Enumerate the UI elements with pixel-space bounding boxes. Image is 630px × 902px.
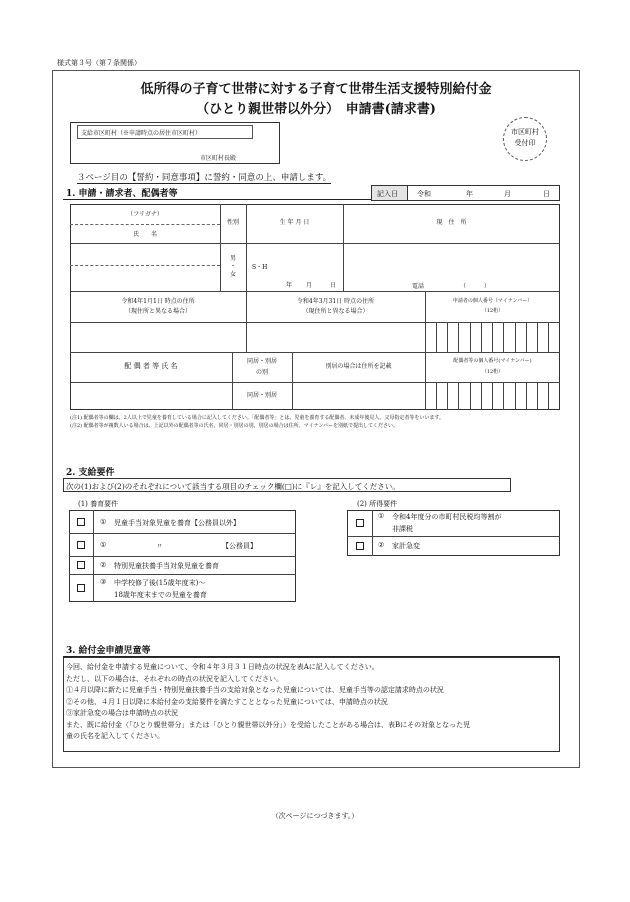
req1-num-4: ③ [100, 578, 107, 586]
req1-text-2: 【公務員】 [222, 542, 257, 550]
entry-date-year: 年 [466, 190, 473, 198]
spouse-address-input[interactable] [294, 384, 423, 408]
mynumber-line2: （12桁） [481, 308, 504, 314]
req2-check-2[interactable] [347, 536, 372, 556]
req1-check-1[interactable] [69, 510, 93, 533]
pledge-text: ３ページ目の【誓約・同意事項】に誓約・同意の上、申請します。 [77, 173, 332, 183]
req1-num-2: ① [100, 541, 107, 549]
dob-header: 生 年 月 日 [279, 219, 310, 227]
spouse-mynumber-line1: 配偶者等の個人番号(マイナンバー) [453, 358, 532, 364]
dob-year: 年 [286, 282, 293, 289]
req1-text-3: 特別児童扶養手当対象児童を養育 [114, 562, 219, 570]
phone-parens[interactable]: （ ） [460, 283, 491, 290]
req1-num-3: ② [100, 561, 107, 569]
mynumber-line1: 申請者の個人番号（マイナンバー） [452, 298, 533, 304]
req1-text-4b: 18歳年度末までの児童を養育 [114, 591, 207, 599]
dob-era[interactable]: S・H [252, 264, 268, 271]
form-title-line2: （ひとり親世帯以外分） 申請書(請求書) [196, 102, 436, 117]
req2-title: (2) 所得要件 [357, 500, 398, 508]
sex-header: 性別 [226, 219, 239, 227]
address-header: 現 住 所 [436, 219, 467, 227]
dob-month: 月 [306, 282, 313, 289]
form-number: 様式第３号（第７条関係） [57, 59, 141, 67]
req2-check-1[interactable] [347, 510, 372, 536]
furigana-label: （フリガナ） [127, 211, 163, 218]
req2-text-1: 令和4年度分の市町村民税均等割が [392, 513, 502, 521]
addr-mar31-line2: （現住所と異なる場合） [302, 308, 369, 315]
req2-num-1: ① [378, 512, 385, 520]
cohab-value[interactable]: 同居・別居 [246, 391, 277, 399]
section1-heading: 1. 申請・請求者、配偶者等 [63, 186, 371, 200]
note-1: (注1) 配偶者等の欄は、2人以上で児童を養育している場合に記入してください。「配偶者等」とは、児童を養育する配偶者、未成年後見人、父母指定者等をいいます。 [70, 415, 444, 421]
cohab-line2: の別 [255, 369, 268, 376]
entry-date-day: 日 [543, 190, 550, 198]
addr-jan1-line1: 令和4年1月1日 時点の住所 [121, 298, 195, 305]
req1-check-4[interactable] [69, 574, 93, 602]
req1-text-1: 児童手当対象児童を養育【公務員以外】 [114, 519, 240, 527]
req1-ditto-2: 〃 [156, 542, 163, 550]
spouse-mynumber-line2: （12桁） [481, 369, 504, 375]
note-2: (注2) 配偶者等が複数人いる場合は、上記以外の配偶者等の氏名、同居・別居の別、別居の場合は住所、マイナンバーを別紙で提出してください。 [70, 423, 398, 429]
addr-jan1-line2: （現住所と異なる場合） [124, 308, 191, 315]
section3-line-2: ただし、以下の場合は、それぞれの時点の状況を記入してください。 [66, 674, 283, 683]
stamp-line2: 受付印 [514, 139, 536, 147]
section3-line-6: また、既に給付金（「ひとり親世帯分」または「ひとり親世帯以外分」）を受給したことがある場合は、表Bにその対象となった児 [66, 720, 471, 729]
municipality-input[interactable] [77, 141, 275, 151]
req2-text-2: 家計急変 [392, 542, 420, 550]
req1-check-2[interactable] [69, 533, 93, 556]
applicant-furigana-input[interactable] [72, 245, 218, 263]
name-label: 氏 名 [132, 231, 157, 238]
mayor-label: 市区町村長殿 [200, 155, 237, 162]
section3-text [66, 662, 470, 743]
separate-note: 別居の場合は住所を記載 [325, 362, 392, 370]
continued-note: （次ページにつづきます。） [271, 812, 359, 820]
req1-num-1: ① [100, 518, 107, 526]
spouse-mynumber-digits[interactable] [425, 382, 560, 410]
section3-line-1: 今回、給付金を申請する児童について、令和４年３月３１日時点の状況を表Aに記入してください。 [66, 663, 379, 671]
entry-date-era: 令和 [417, 190, 431, 198]
entry-date-label: 記入日 [377, 190, 398, 198]
req2-num-2: ② [378, 541, 385, 549]
spouse-name-header: 配 偶 者 等 氏 名 [124, 362, 178, 371]
section3-line-3: ①４月以降に新たに児童手当・特別児童扶養手当の支給対象となった児童については、児童手当等の認定請求時点の状況 [66, 686, 444, 694]
municipality-label: 支給市区町村（※申請時点の居住市区町村） [81, 130, 202, 137]
req2-text-1b: 非課税 [392, 525, 413, 533]
req1-text-4: 中学校修了後(15歳年度末)～ [114, 579, 206, 587]
applicant-mynumber-digits[interactable] [425, 322, 560, 352]
cohab-line1: 同居・別居 [246, 358, 277, 365]
addr-jan1-input[interactable] [72, 324, 244, 350]
stamp-line1: 市区町村 [511, 128, 539, 136]
section3-heading: 3. 給付金申請児童等 [63, 643, 560, 657]
addr-mar31-line1: 令和4年3月31日 時点の住所 [296, 298, 375, 305]
section3-line-5: ③家計急変の場合は申請時点の状況 [66, 709, 178, 717]
phone-label: 電話 [412, 283, 425, 290]
section2-instruction: 次の(1)および(2)のそれぞれについて該当する項目のチェック欄(□)に『レ』を記入してください。 [66, 482, 400, 491]
sex-male[interactable]: 男 [229, 255, 236, 262]
spouse-name-input[interactable] [72, 384, 230, 408]
req1-title: (1) 養育要件 [78, 500, 119, 508]
section2-heading: 2. 支給要件 [63, 465, 511, 479]
dob-day: 日 [330, 282, 337, 289]
sex-female[interactable]: 女 [229, 271, 236, 278]
address-input[interactable] [345, 245, 558, 275]
req1-check-3[interactable] [69, 556, 93, 574]
applicant-name-input[interactable] [72, 267, 218, 289]
section3-line-4: ②その他、４月１日以降に本給付金の支給要件を満たすこととなった児童については、申請時点の状況 [66, 697, 388, 706]
addr-mar31-input[interactable] [248, 324, 423, 350]
section3-line-7: 童の氏名を記入してください。 [66, 732, 164, 740]
sex-dot: ・ [229, 263, 236, 270]
entry-date-month: 月 [504, 190, 511, 198]
form-title-line1: 低所得の子育て世帯に対する子育て世帯生活支援特別給付金 [140, 82, 492, 97]
